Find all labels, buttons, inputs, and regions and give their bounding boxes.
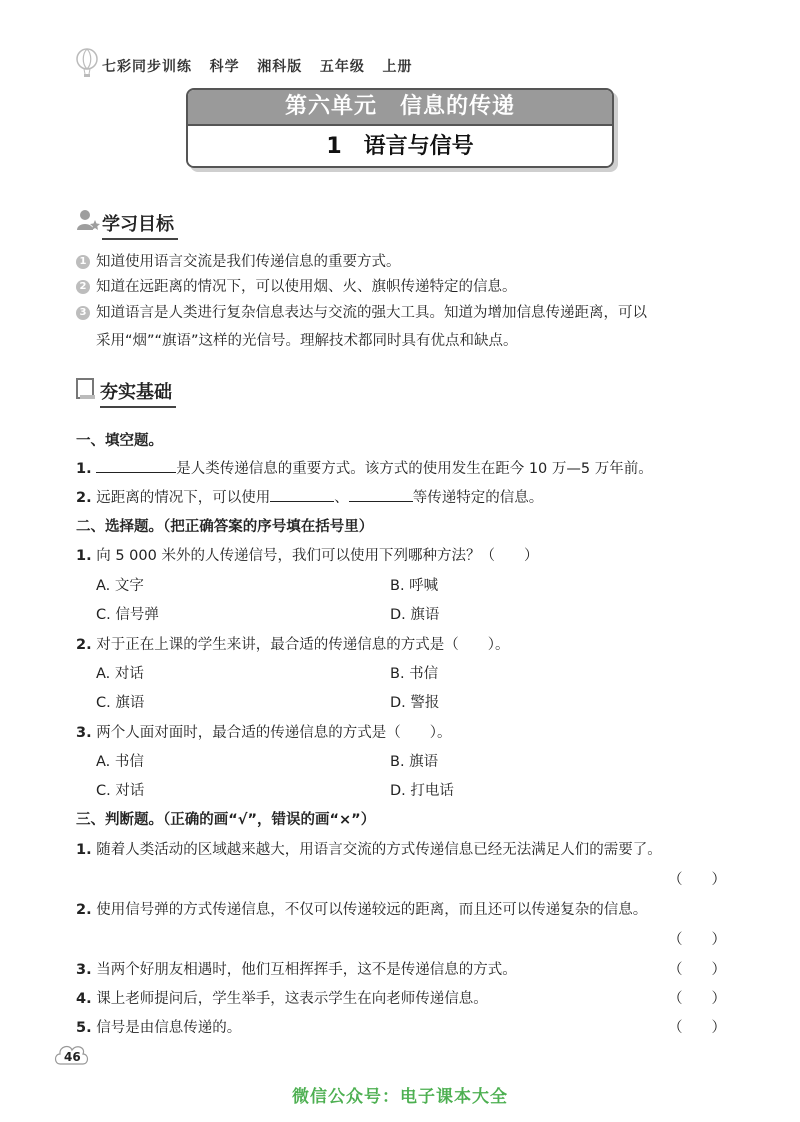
choice-q1-text: 向 5 000 米外的人传递信号，我们可以使用下列哪种方法？（ ）: [96, 548, 539, 564]
judge-q2-number: 2.: [76, 902, 92, 918]
judge-q3-text: 当两个好朋友相遇时，他们互相挥挥手，这不是传递信息的方式。: [96, 962, 517, 978]
judge-q3-number: 3.: [76, 962, 92, 978]
goal-item-1: [76, 252, 736, 272]
header-edition: 湘科版: [257, 59, 303, 75]
choice-question-3: [76, 721, 451, 742]
header-grade: 五年级: [319, 59, 365, 75]
choice-q3-number: 3.: [76, 725, 92, 741]
page-number-badge: [58, 1044, 88, 1070]
fill-blank-3[interactable]: [349, 487, 413, 502]
choice-q1-option-c[interactable]: C. 信号弹: [96, 607, 159, 623]
fill-q2-number: 2.: [76, 490, 92, 506]
choice-q3-text: 两个人面对面时，最合适的传递信息的方式是（ ）。: [96, 725, 452, 741]
goal-text-1: 知道使用语言交流是我们传递信息的重要方式。: [96, 254, 401, 270]
running-header: [102, 56, 413, 76]
goal-text-3b: 采用“烟”“旗语”这样的光信号。理解技术都同时具有优点和缺点。: [96, 333, 518, 349]
choice-q2-number: 2.: [76, 637, 92, 653]
unit-title: 第六单元 信息的传递: [188, 90, 612, 124]
title-box: [186, 88, 614, 168]
fill-q2-sep: 、: [334, 490, 349, 506]
goals-heading: [102, 210, 174, 236]
judge-q1-text: 随着人类活动的区域越来越大，用语言交流的方式传递信息已经无法满足人们的需要了。: [96, 842, 662, 858]
judge-q4-answer-paren[interactable]: （ ）: [668, 991, 726, 1007]
judge-q5-text: 信号是由信息传递的。: [96, 1020, 242, 1036]
judge-q2-text: 使用信号弹的方式传递信息，不仅可以传递较远的距离，而且还可以传递复杂的信息。: [96, 902, 648, 918]
goals-heading-text: 学习目标: [102, 214, 174, 235]
choice-q2-option-a[interactable]: A. 对话: [96, 666, 144, 682]
judge-question-5: [76, 1016, 241, 1037]
judge-question-3: [76, 958, 517, 979]
goal-number-2: 2: [76, 280, 90, 294]
fill-question-2: [76, 486, 543, 507]
judge-q1-answer-paren[interactable]: （ ）: [668, 872, 726, 888]
choice-q2-option-c[interactable]: C. 旗语: [96, 695, 145, 711]
choice-q2-option-b[interactable]: B. 书信: [390, 666, 439, 682]
fill-q1-number: 1.: [76, 461, 92, 477]
goal-item-2: [76, 277, 736, 297]
goal-number-3: 3: [76, 306, 90, 320]
balloon-icon: [74, 48, 100, 78]
judge-q1-number: 1.: [76, 842, 92, 858]
fill-q1-text: 是人类传递信息的重要方式。该方式的使用发生在距今 10 万—5 万年前。: [176, 461, 653, 477]
choice-question-2: [76, 633, 509, 654]
lesson-title: 1 语言与信号: [188, 124, 612, 168]
judge-q5-number: 5.: [76, 1020, 92, 1036]
judge-q4-text: 课上老师提问后，学生举手，这表示学生在向老师传递信息。: [96, 991, 488, 1007]
judge-q3-answer-paren[interactable]: （ ）: [668, 962, 726, 978]
person-star-icon: [76, 208, 98, 232]
fill-q2-text-after: 等传递特定的信息。: [412, 490, 544, 506]
page-number: 46: [64, 1050, 81, 1064]
fill-q2-text-before: 远距离的情况下，可以使用: [96, 490, 271, 506]
choice-q1-option-a[interactable]: A. 文字: [96, 578, 144, 594]
goal-text-2: 知道在远距离的情况下，可以使用烟、火、旗帜传递特定的信息。: [96, 279, 517, 295]
judge-q2-answer-paren[interactable]: （ ）: [668, 932, 726, 948]
header-subject: 科学: [209, 59, 240, 75]
choice-question-1: [76, 544, 538, 565]
footer-watermark: 微信公众号：电子课本大全: [292, 1087, 508, 1107]
fill-blank-1[interactable]: [96, 458, 176, 473]
header-volume: 上册: [382, 59, 413, 75]
judge-question-1: [76, 838, 662, 859]
goal-item-3: [76, 303, 756, 351]
judge-question-4: [76, 987, 488, 1008]
header-series: 七彩同步训练: [102, 59, 192, 75]
goal-text-3a: 知道语言是人类进行复杂信息表达与交流的强大工具。知道为增加信息传递距离，可以: [96, 305, 647, 321]
choice-q3-option-c[interactable]: C. 对话: [96, 783, 145, 799]
section2-heading: 二、选择题。（把正确答案的序号填在括号里）: [76, 519, 374, 535]
judge-question-2: [76, 898, 647, 919]
notebook-icon: [76, 378, 96, 400]
fill-question-1: [76, 457, 653, 478]
basics-heading: [100, 378, 172, 404]
choice-q3-option-a[interactable]: A. 书信: [96, 754, 144, 770]
choice-q1-option-b[interactable]: B. 呼喊: [390, 578, 439, 594]
choice-q1-number: 1.: [76, 548, 92, 564]
choice-q3-option-d[interactable]: D. 打电话: [390, 783, 454, 799]
judge-q4-number: 4.: [76, 991, 92, 1007]
goal-number-1: 1: [76, 255, 90, 269]
section3-heading: 三、判断题。（正确的画“√”，错误的画“×”）: [76, 812, 376, 828]
fill-blank-2[interactable]: [270, 487, 334, 502]
choice-q2-option-d[interactable]: D. 警报: [390, 695, 440, 711]
basics-heading-text: 夯实基础: [100, 382, 172, 403]
judge-q5-answer-paren[interactable]: （ ）: [668, 1020, 726, 1036]
section1-heading: 一、填空题。: [76, 433, 163, 449]
choice-q1-option-d[interactable]: D. 旗语: [390, 607, 440, 623]
choice-q2-text: 对于正在上课的学生来讲，最合适的传递信息的方式是（ ）。: [96, 637, 510, 653]
choice-q3-option-b[interactable]: B. 旗语: [390, 754, 439, 770]
